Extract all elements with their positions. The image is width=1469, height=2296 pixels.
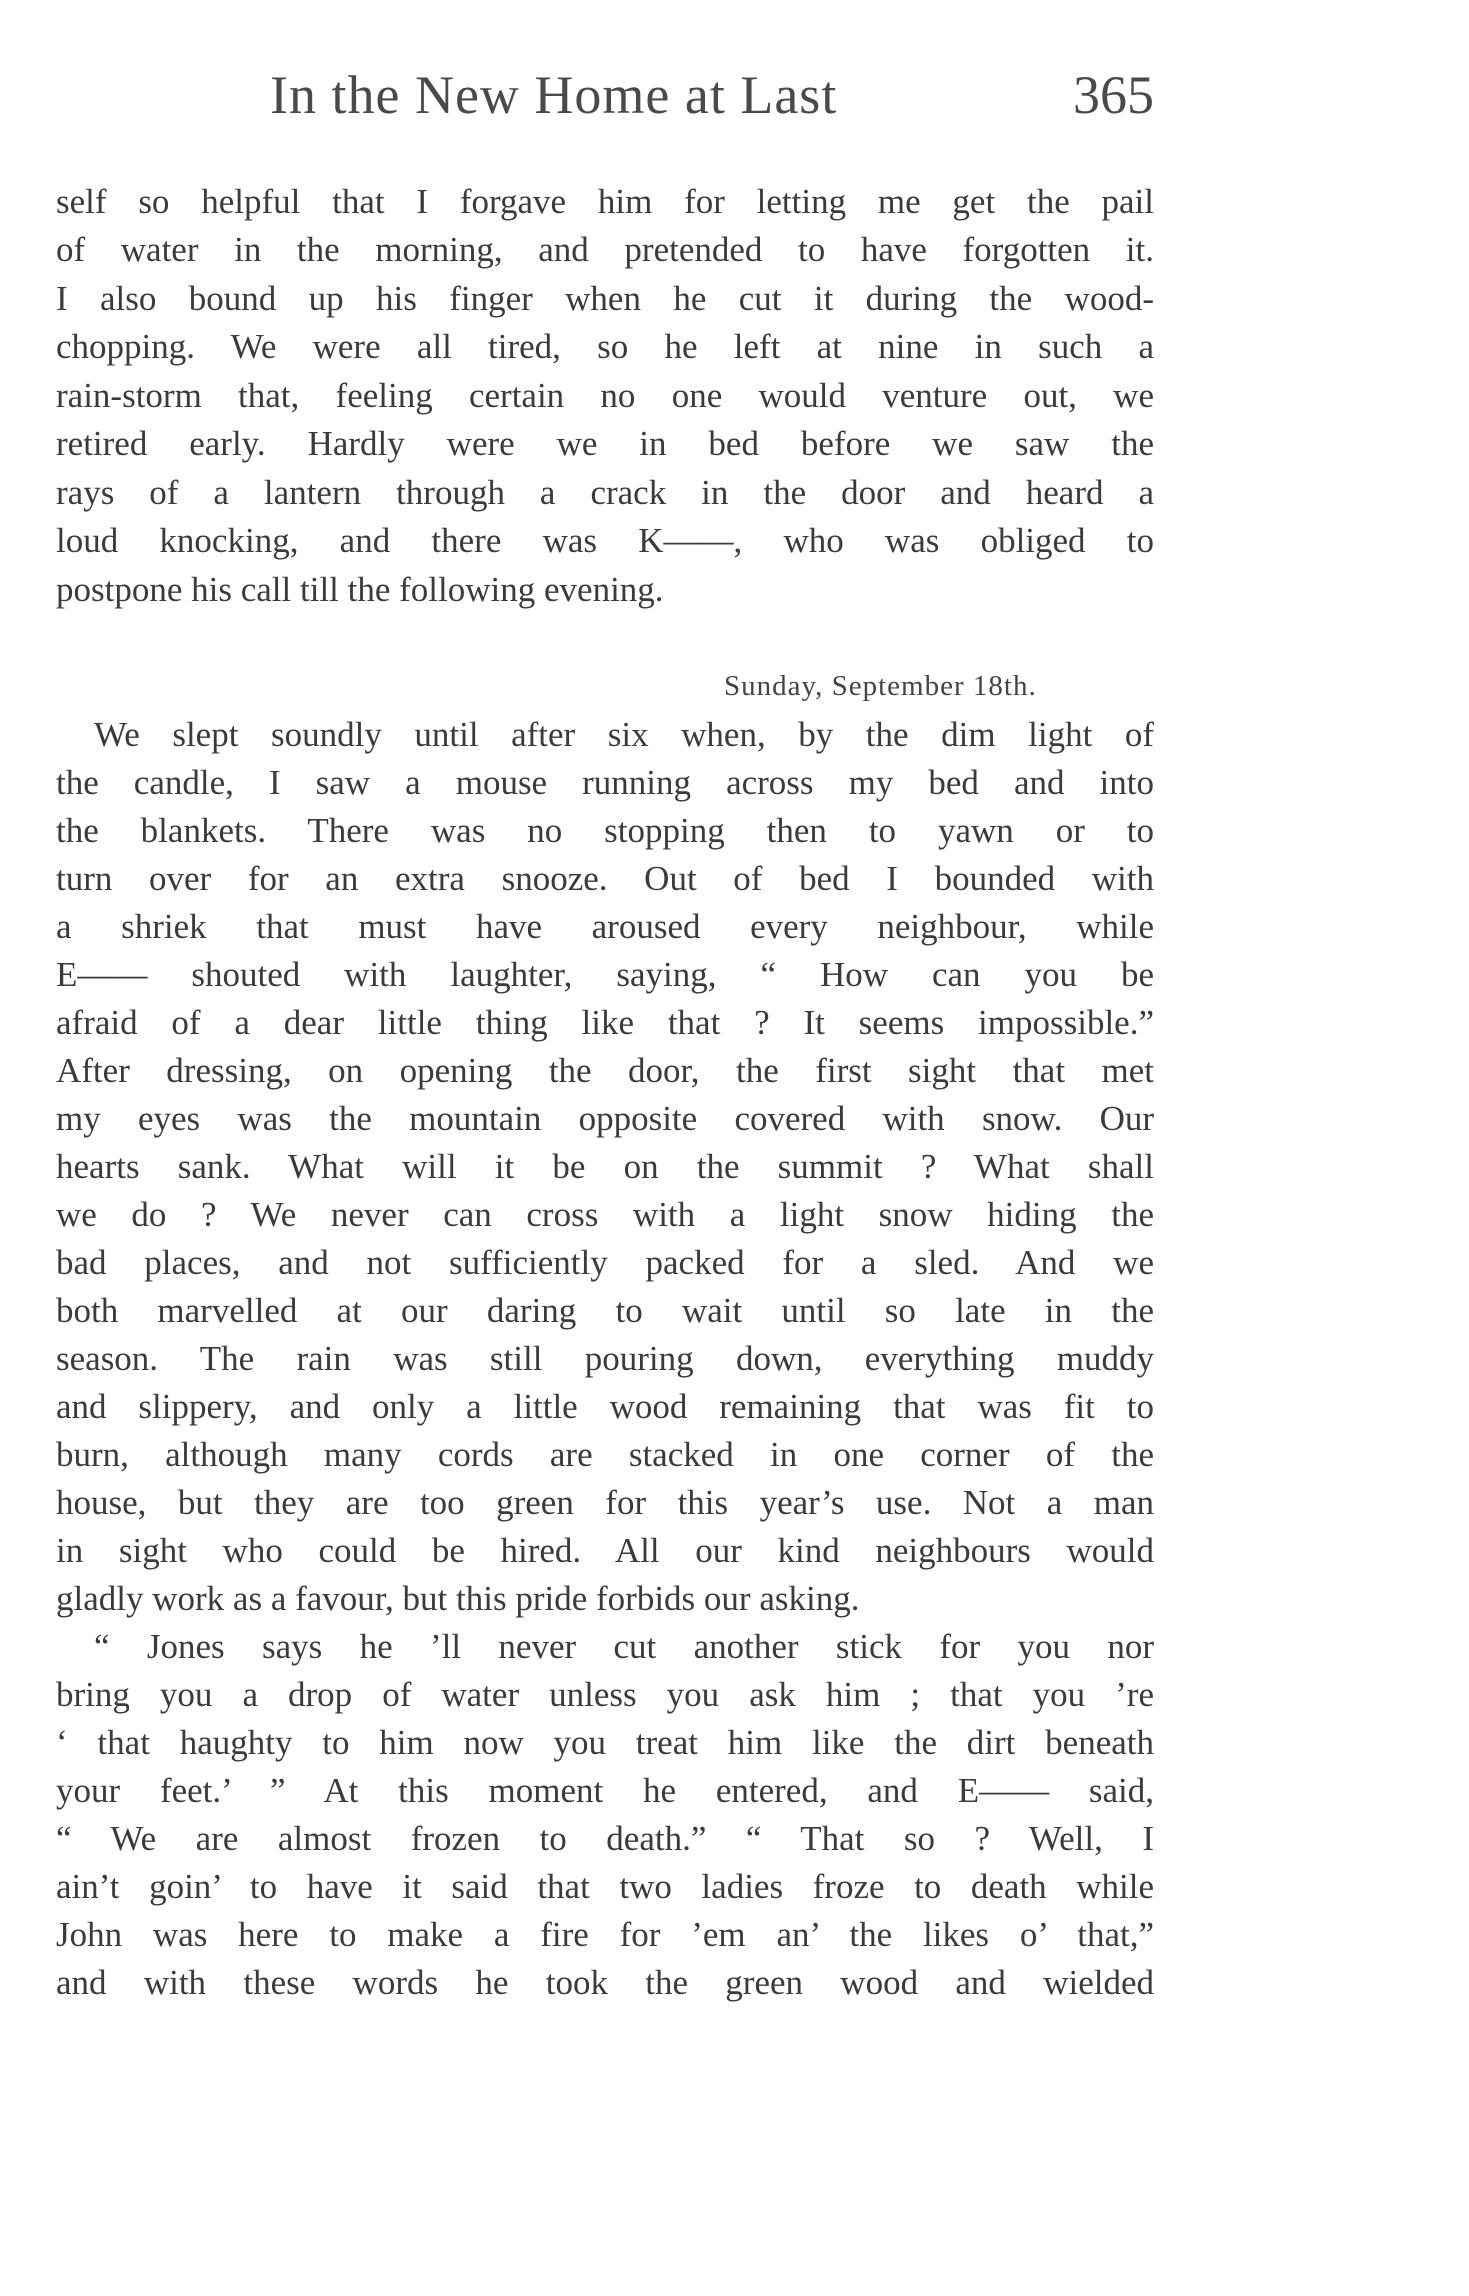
- text-line: “ Jones says he ’ll never cut another stick for you nor: [94, 1627, 1154, 1666]
- text-line: self so helpful that I forgave him for letting me get the pail: [56, 182, 1154, 221]
- text-line: ‘ that haughty to him now you treat him like the dirt beneath: [56, 1723, 1154, 1762]
- text-line: rain-storm that, feeling certain no one would venture out, we: [56, 376, 1154, 415]
- text-line: ain’t goin’ to have it said that two ladies froze to death while: [56, 1867, 1154, 1906]
- running-head: [270, 64, 1154, 134]
- text-line: of water in the morning, and pretended to have forgotten it.: [56, 230, 1154, 269]
- text-line: a shriek that must have aroused every neighbour, while: [56, 907, 1154, 946]
- text-line: chopping. We were all tired, so he left at nine in such a: [56, 327, 1154, 366]
- text-line: E—— shouted with laughter, saying, “ How can you be: [56, 955, 1154, 994]
- text-line: we do ? We never can cross with a light snow hiding the: [56, 1195, 1154, 1234]
- text-line: loud knocking, and there was K——, who was obliged to: [56, 521, 1154, 560]
- text-line: I also bound up his finger when he cut it during the wood-: [56, 279, 1154, 318]
- text-line: the candle, I saw a mouse running across my bed and into: [56, 763, 1154, 802]
- text-line: burn, although many cords are stacked in one corner of the: [56, 1435, 1154, 1474]
- text-line: season. The rain was still pouring down, everything muddy: [56, 1339, 1154, 1378]
- running-title: In the New Home at Last: [270, 65, 838, 125]
- text-line: house, but they are too green for this year’s use. Not a man: [56, 1483, 1154, 1522]
- text-line: postpone his call till the following evening.: [56, 570, 664, 609]
- text-line: bad places, and not sufficiently packed for a sled. And we: [56, 1243, 1154, 1282]
- text-line: my eyes was the mountain opposite covered with snow. Our: [56, 1099, 1154, 1138]
- text-line: After dressing, on opening the door, the first sight that met: [56, 1051, 1154, 1090]
- text-line: John was here to make a fire for ’em an’ the likes o’ that,”: [56, 1915, 1154, 1954]
- page-number: 365: [1073, 65, 1154, 125]
- text-line: retired early. Hardly were we in bed before we saw the: [56, 424, 1154, 463]
- diary-dateline: Sunday, September 18th.: [724, 670, 1037, 702]
- text-line: rays of a lantern through a crack in the door and heard a: [56, 473, 1154, 512]
- text-line: We slept soundly until after six when, by the dim light of: [94, 715, 1154, 754]
- text-line: hearts sank. What will it be on the summit ? What shall: [56, 1147, 1154, 1186]
- text-line: turn over for an extra snooze. Out of bed I bounded with: [56, 859, 1154, 898]
- text-line: “ We are almost frozen to death.” “ That so ? Well, I: [56, 1819, 1154, 1858]
- text-line: bring you a drop of water unless you ask him ; that you ’re: [56, 1675, 1154, 1714]
- text-line: and slippery, and only a little wood remaining that was fit to: [56, 1387, 1154, 1426]
- text-line: your feet.’ ” At this moment he entered, and E—— said,: [56, 1771, 1154, 1810]
- text-line: and with these words he took the green wood and wielded: [56, 1963, 1154, 2002]
- text-line: both marvelled at our daring to wait until so late in the: [56, 1291, 1154, 1330]
- text-line: afraid of a dear little thing like that ? It seems impossible.”: [56, 1003, 1154, 1042]
- text-line: in sight who could be hired. All our kind neighbours would: [56, 1531, 1154, 1570]
- text-line: the blankets. There was no stopping then to yawn or to: [56, 811, 1154, 850]
- text-line: gladly work as a favour, but this pride forbids our asking.: [56, 1579, 860, 1618]
